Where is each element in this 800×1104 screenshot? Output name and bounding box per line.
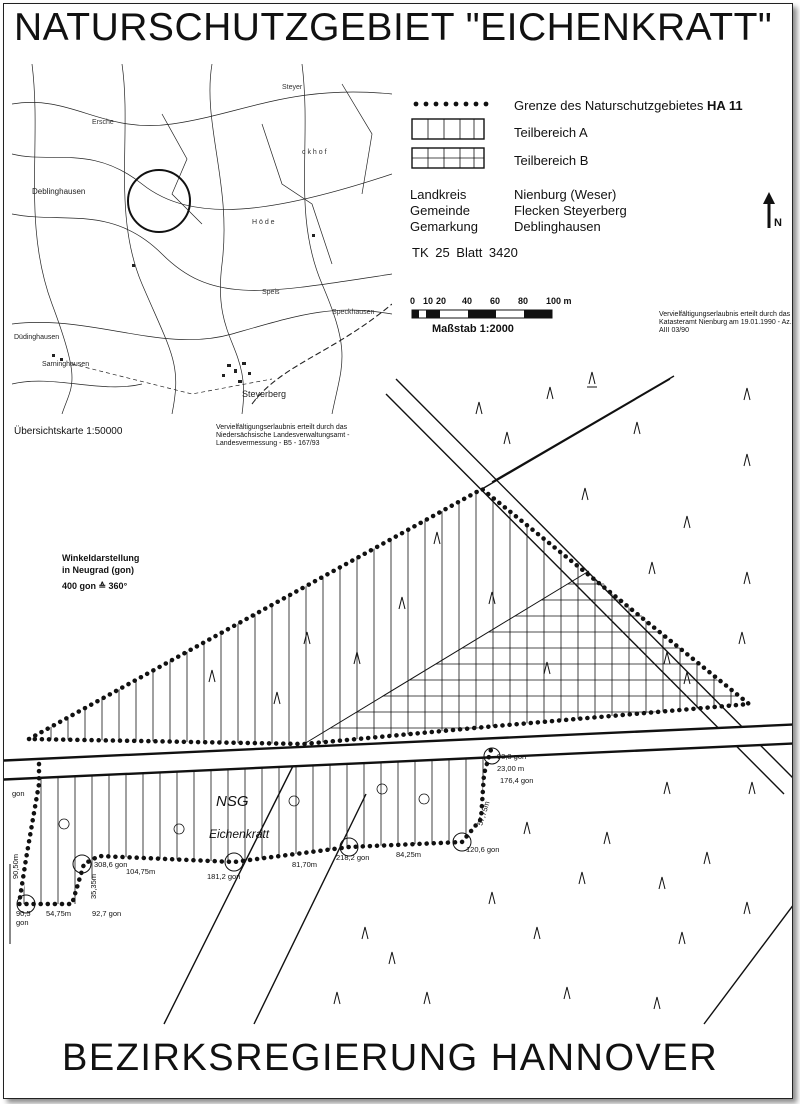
admin-values: Nienburg (Weser) Flecken Steyerberg Deblinghausen: [514, 187, 627, 234]
legend-symbols: [408, 96, 498, 171]
place-label: Steyerberg: [242, 389, 287, 399]
measure-label: 57,75m: [475, 800, 492, 827]
admin-labels: Landkreis Gemeinde Gemarkung: [410, 187, 478, 234]
measure-label: 308,6 gon: [94, 860, 128, 869]
place-label: Sarninghausen: [42, 361, 90, 368]
page-title: NATURSCHUTZGEBIET "EICHENKRATT": [14, 6, 773, 49]
kataster-note: Vervielfältigungserlaubnis erteilt durch das Katasteramt Nienburg am 19.01.1990 - Az.: AIII 03/90: [659, 311, 794, 334]
place-label: Deblinghausen: [32, 187, 86, 196]
north-label: N: [774, 217, 782, 229]
map-sheet: NATURSCHUTZGEBIET "EICHENKRATT" Steyer c k h o f H ö d e Speckhausen Speis Ersche Deblinghausen Steyerberg Sarninghausen Düdinghausen Übersichtskarte 1:50000 Vervielfältigungserlaubnis erteilt durch das Niedersächsische Landesverwaltungsamt - Landesvermessung - B5 - 167/93 Grenze des Naturschutzgebietes HA 11 Teilbereich A Teilbereich B Landkreis Gemeinde Gemarkung Nienburg (Weser) Flecken Steyerberg Deblinghausen TK 25 Blatt 3420 N 0 10 20 40 60 80 100 m Maßstab 1:2000 Vervielfältigungserlaubnis erteilt durch das Katasteramt Nienburg am 19.01.1990 - Az.: AIII 03/90 Winkeldarstellung in Neugrad (gon) 400 gon ≙ 360° NSG Eichenkratt 93,3 gon 23,00 m 176,4 gon 57,75m 120,6 gon 84,25m 218,2 gon 81,70m 181,2 gon 104,75m 308,6 gon 35,35m 92,7 gon 54,75m 90,5 gon 90,50m gon BEZIRKSREGIERUNG HANNOVER: [3, 3, 793, 1099]
measure-label: 104,75m: [126, 867, 156, 876]
nsg-label: NSG: [216, 793, 249, 810]
overview-caption: Übersichtskarte 1:50000: [14, 426, 123, 437]
svg-text:Ersche: Ersche: [92, 119, 114, 126]
measure-label: 92,7 gon: [92, 909, 122, 918]
detail-map: [4, 359, 792, 1029]
measure-label: 84,25m: [396, 850, 422, 859]
svg-text:H ö d e: H ö d e: [252, 219, 275, 226]
svg-text:Steyer: Steyer: [282, 84, 303, 91]
measure-label: 35,35m: [89, 873, 98, 899]
measure-label: 218,2 gon: [336, 853, 370, 862]
measure-label: 181,2 gon: [207, 872, 241, 881]
legend-boundary: Grenze des Naturschutzgebietes HA 11: [514, 98, 743, 113]
measure-label: 81,70m: [292, 860, 318, 869]
svg-text:Speckhausen: Speckhausen: [332, 309, 375, 316]
nsg-name-label: Eichenkratt: [209, 827, 270, 841]
overview-copyright: Vervielfältigungserlaubnis erteilt durch das Niedersächsische Landesverwaltungsamt - Landesvermessung - B5 - 167/93: [216, 424, 350, 447]
measure-label: 90,5: [16, 909, 31, 918]
svg-text:Speis: Speis: [262, 289, 280, 296]
measure-label: gon: [16, 918, 29, 927]
measure-label: 23,00 m: [497, 764, 525, 773]
angle-note: Winkeldarstellung in Neugrad (gon) 400 gon ≙ 360°: [62, 553, 140, 591]
scale-label: Maßstab 1:2000: [432, 323, 514, 335]
measure-label: 90,50m: [11, 853, 20, 879]
legend-area-b: Teilbereich B: [514, 153, 589, 168]
measure-label: 93,3 gon: [497, 752, 527, 761]
measure-label: 176,4 gon: [500, 776, 534, 785]
scale-bar: [410, 308, 570, 322]
svg-text:c k h o f: c k h o f: [302, 149, 327, 156]
issuing-authority: BEZIRKSREGIERUNG HANNOVER: [62, 1037, 719, 1079]
legend-area-a: Teilbereich A: [514, 125, 588, 140]
measure-label: 54,75m: [46, 909, 72, 918]
tk-sheet: TK 25 Blatt 3420: [412, 245, 518, 260]
measure-label: gon: [12, 789, 25, 798]
measure-label: 120,6 gon: [466, 845, 500, 854]
place-label: Düdinghausen: [14, 334, 60, 341]
